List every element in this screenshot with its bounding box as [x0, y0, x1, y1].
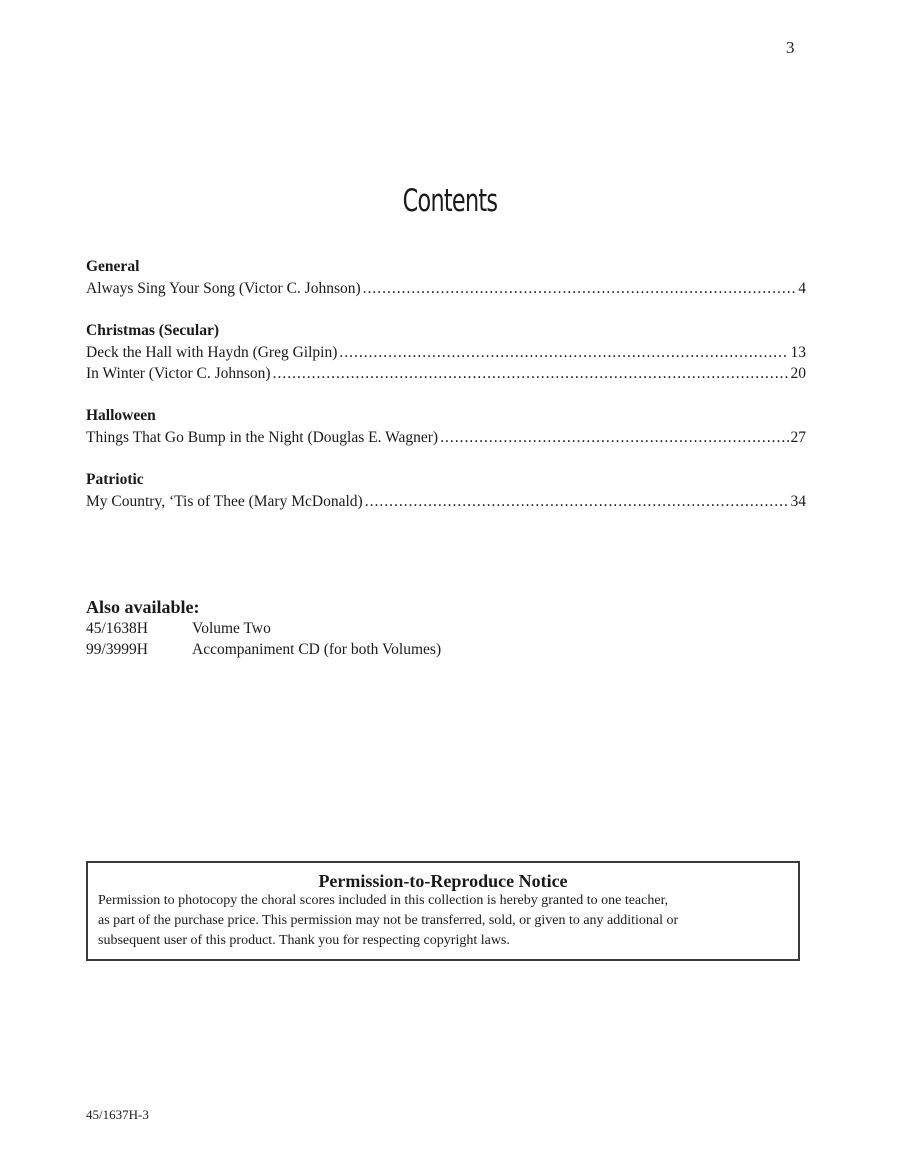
entry-page: 34	[790, 493, 806, 510]
also-available-item	[86, 639, 441, 660]
dot-leader	[273, 363, 789, 384]
entry-title: My Country, ‘Tis of Thee (Mary McDonald)	[86, 493, 363, 510]
notice-line: as part of the purchase price. This permission may not be transferred, sold, or given to any additional or	[98, 913, 679, 928]
entry-title: Deck the Hall with Haydn (Greg Gilpin)	[86, 344, 338, 361]
section-heading: Halloween	[86, 407, 156, 424]
toc-section-halloween	[86, 405, 806, 448]
product-description: Volume Two	[192, 620, 271, 637]
toc-entry	[86, 342, 806, 363]
entry-page: 13	[790, 344, 806, 361]
toc-section-christmas	[86, 320, 806, 384]
product-code: 45/1638H	[86, 620, 148, 637]
toc-entry	[86, 278, 806, 299]
dot-leader	[440, 427, 788, 448]
notice-title: Permission-to-Reproduce Notice	[318, 871, 568, 891]
footer-catalog-code: 45/1637H-3	[86, 1107, 149, 1122]
entry-title: Always Sing Your Song (Victor C. Johnson)	[86, 280, 361, 297]
section-heading: Christmas (Secular)	[86, 322, 220, 339]
toc-entry	[86, 363, 806, 384]
toc-section-general	[86, 256, 806, 299]
dot-leader	[363, 278, 797, 299]
entry-title: In Winter (Victor C. Johnson)	[86, 365, 271, 382]
product-description: Accompaniment CD (for both Volumes)	[192, 641, 442, 658]
permission-notice-box	[86, 861, 800, 961]
product-code: 99/3999H	[86, 641, 148, 658]
also-available-heading: Also available:	[86, 597, 200, 617]
entry-page: 4	[798, 280, 806, 297]
entry-page: 20	[790, 365, 806, 382]
notice-line: subsequent user of this product. Thank you for respecting copyright laws.	[98, 933, 510, 948]
entry-title: Things That Go Bump in the Night (Douglas E. Wagner)	[86, 429, 439, 446]
page-title: Contents	[402, 183, 498, 219]
toc-section-patriotic	[86, 469, 806, 512]
section-heading: General	[86, 258, 140, 275]
notice-line: Permission to photocopy the choral scores included in this collection is hereby granted to one teacher,	[98, 893, 669, 908]
page-number: 3	[786, 38, 795, 57]
section-heading: Patriotic	[86, 471, 144, 488]
table-of-contents	[86, 256, 806, 533]
entry-page: 27	[790, 429, 806, 446]
also-available-item	[86, 618, 441, 639]
dot-leader	[339, 342, 788, 363]
dot-leader	[365, 491, 789, 512]
also-available	[86, 596, 441, 660]
toc-entry	[86, 491, 806, 512]
toc-entry	[86, 427, 806, 448]
